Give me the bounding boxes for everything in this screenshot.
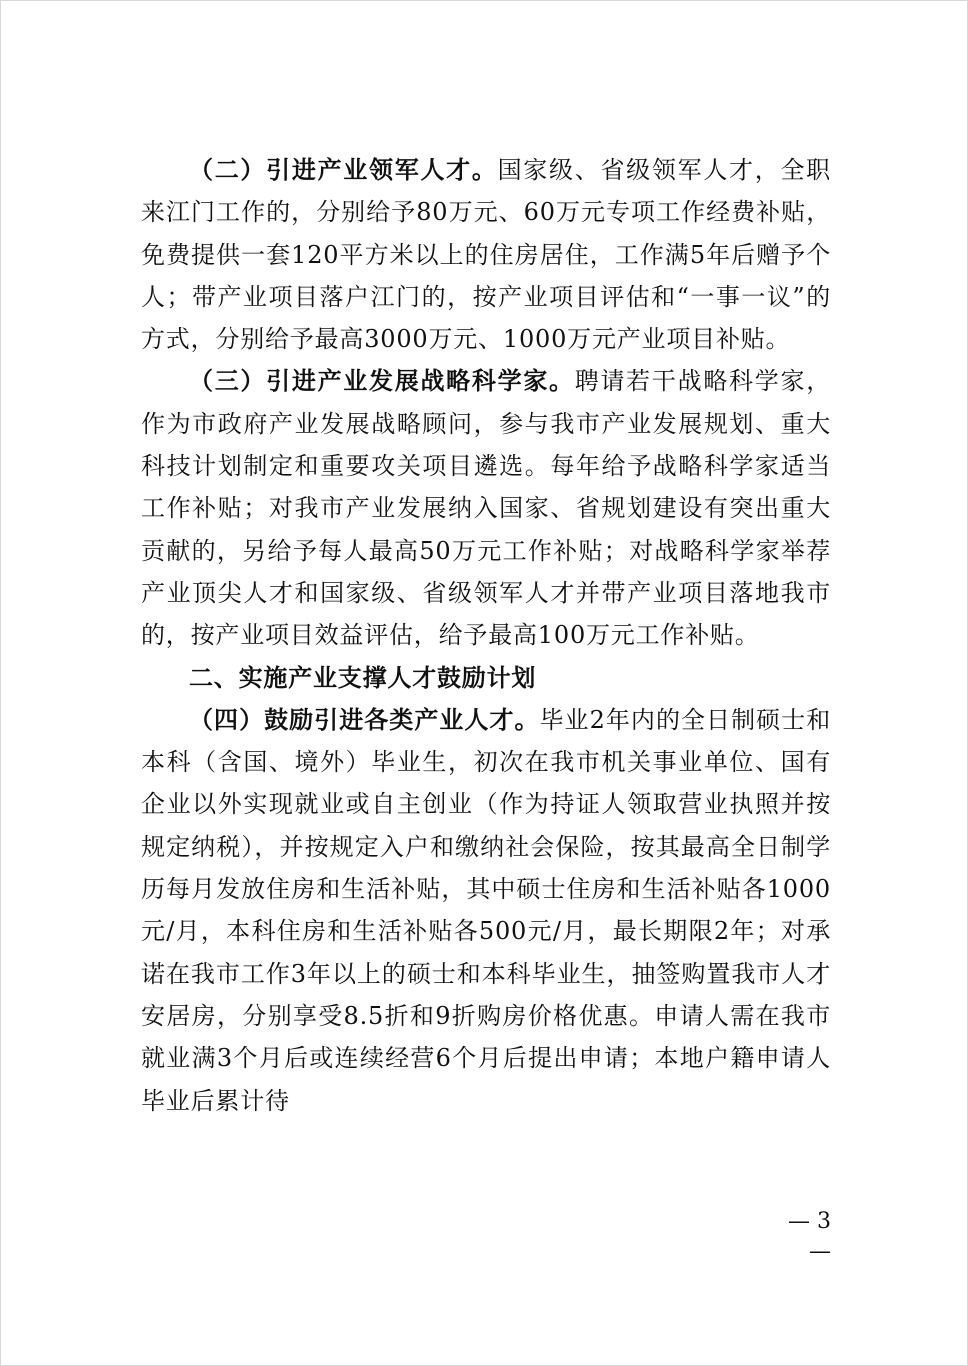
- paragraph-strategic-scientist-body: 聘请若干战略科学家，作为市政府产业发展战略顾问，参与我市产业发展规划、重大科技计划制定和重要攻关项目遴选。每年给予战略科学家适当工作补贴；对我市产业发展纳入国家、省规划建设有突出重大贡献的，另给予每人最高50万元工作补贴；对战略科学家举荐产业顶尖人才和国家级、省级领军人才并带产业项目落地我市的，按产业项目效益评估，给予最高100万元工作补贴。: [141, 367, 831, 650]
- page-number: — 3 —: [788, 1209, 831, 1264]
- paragraph-leading-talent-lead: （二）引进产业领军人才。: [189, 155, 498, 184]
- section-heading: 二、实施产业支撑人才鼓励计划: [189, 663, 537, 692]
- paragraph-industry-talent-lead: （四）鼓励引进各类产业人才。: [189, 704, 540, 734]
- paragraph-industry-talent: [141, 699, 831, 1122]
- paragraph-strategic-scientist: [141, 360, 831, 656]
- paragraph-industry-talent-body: 毕业2年内的全日制硕士和本科（含国、境外）毕业生，初次在我市机关事业单位、国有企业以外实现就业或自主创业（作为持证人领取营业执照并按规定纳税），并按规定入户和缴纳社会保险，按其最高全日制学历每月发放住房和生活补贴，其中硕士住房和生活补贴各1000元/月，本科住房和生活补贴各500元/月，最长期限2年；对承诺在我市工作3年以上的硕士和本科毕业生，抽签购置我市人才安居房，分别享受8.5折和9折购房价格优惠。申请人需在我市就业满3个月后或连续经营6个月后提出申请；本地户籍申请人毕业后累计待: [141, 705, 831, 1115]
- paragraph-leading-talent: [141, 149, 831, 360]
- document-body: [141, 149, 831, 1122]
- paragraph-strategic-scientist-lead: （三）引进产业发展战略科学家。: [189, 366, 575, 396]
- paragraph-leading-talent-body: 国家级、省级领军人才，全职来江门工作的，分别给予80万元、60万元专项工作经费补贴，免费提供一套120平方米以上的住房居住，工作满5年后赠予个人；带产业项目落户江门的，按产业项目评估和“一事一议”的方式，分别给予最高3000万元、1000万元产业项目补贴。: [141, 156, 831, 354]
